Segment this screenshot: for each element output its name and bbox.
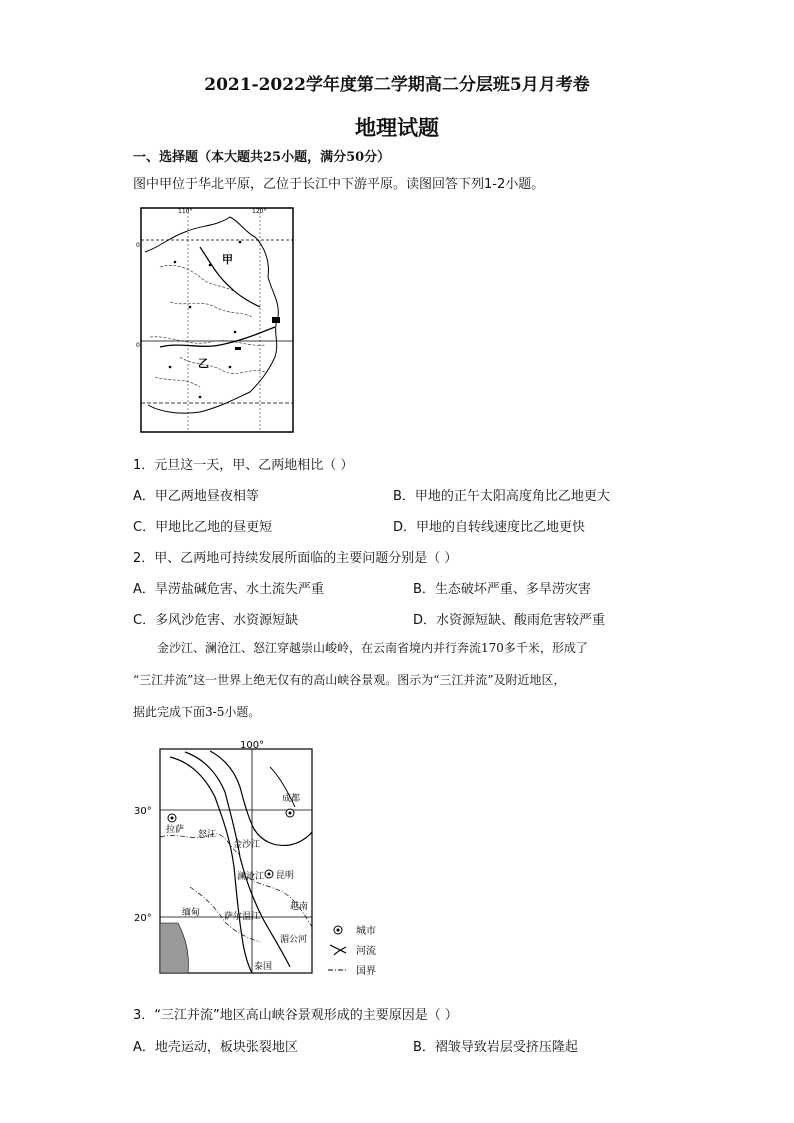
three-rivers-map-figure <box>130 737 390 979</box>
question-2-option-a[interactable]: A．旱涝盐碱危害、水土流失严重 <box>133 582 324 597</box>
river-lancang-jiang: 澜沧江 <box>237 872 265 882</box>
place-yi: 乙 <box>198 357 209 370</box>
exam-subtitle: 地理试题 <box>355 115 439 140</box>
passage <box>133 632 661 728</box>
city-kunming: 昆明 <box>276 871 295 881</box>
question-3-option-a[interactable]: A．地壳运动，板块张裂地区 <box>133 1040 298 1055</box>
legend-border: 国界 <box>356 966 376 977</box>
city-lhasa: 拉萨 <box>166 825 185 835</box>
section-heading: 一、选择题（本大题共25小题，满分50分） <box>133 150 391 165</box>
legend-city: 城市 <box>356 926 376 937</box>
question-2-option-d[interactable]: D．水资源短缺、酸雨危害较严重 <box>413 613 606 628</box>
passage-line-3: 据此完成下面3-5小题。 <box>133 705 261 719</box>
question-1-stem: 1．元旦这一天，甲、乙两地相比（ ） <box>133 458 354 473</box>
lat-label-top: 0 <box>136 242 140 249</box>
river-jinsha-jiang: 金沙江 <box>233 840 261 850</box>
legend-river-symbol <box>330 945 346 955</box>
country-vietnam: 越南 <box>290 902 309 912</box>
lon-label-110: 110° <box>178 208 193 215</box>
country-myanmar: 缅甸 <box>182 908 201 918</box>
exam-title: 2021-2022学年度第二学期高二分层班5月月考卷 <box>204 75 590 95</box>
map-legend <box>328 924 376 977</box>
intro-text-1: 图中甲位于华北平原，乙位于长江中下游平原。读图回答下列1-2小题。 <box>133 177 545 192</box>
river-nu-jiang: 怒江 <box>198 830 217 840</box>
lat-label-20: 20° <box>134 913 152 924</box>
passage-line-1: 金沙江、澜沧江、怒江穿越崇山峻岭，在云南省境内并行奔流170多千米，形成了 <box>157 641 588 655</box>
lon-label-100: 100° <box>240 740 265 751</box>
country-thailand: 泰国 <box>254 962 273 972</box>
river-salween: 萨尔温江 <box>224 912 261 922</box>
question-3-option-b[interactable]: B．褶皱导致岩层受挤压隆起 <box>413 1040 578 1055</box>
river-mekong: 湄公河 <box>280 935 308 945</box>
legend-river: 河流 <box>356 946 376 957</box>
lon-label-120: 120° <box>252 208 267 215</box>
question-1-option-a[interactable]: A．甲乙两地昼夜相等 <box>133 489 259 504</box>
lat-label-30: 30° <box>134 806 152 817</box>
question-2-option-b[interactable]: B．生态破坏严重、多旱涝灾害 <box>413 582 591 597</box>
question-2-option-c[interactable]: C．多风沙危害、水资源短缺 <box>133 613 299 628</box>
question-1-option-d[interactable]: D．甲地的自转线速度比乙地更快 <box>393 520 586 535</box>
question-3-stem: 3．“三江并流”地区高山峡谷景观形成的主要原因是（ ） <box>133 1008 458 1023</box>
question-2-stem: 2．甲、乙两地可持续发展所面临的主要问题分别是（ ） <box>133 551 458 566</box>
place-jia: 甲 <box>222 253 233 266</box>
lat-label-bottom: 0 <box>136 342 140 349</box>
question-1-option-c[interactable]: C．甲地比乙地的昼更短 <box>133 520 273 535</box>
question-1-option-b[interactable]: B．甲地的正午太阳高度角比乙地更大 <box>393 489 610 504</box>
china-map-figure <box>136 207 294 433</box>
passage-line-2: “三江并流”这一世界上绝无仅有的高山峡谷景观。图示为“三江并流”及附近地区， <box>133 673 566 687</box>
city-chengdu: 成都 <box>282 794 301 804</box>
